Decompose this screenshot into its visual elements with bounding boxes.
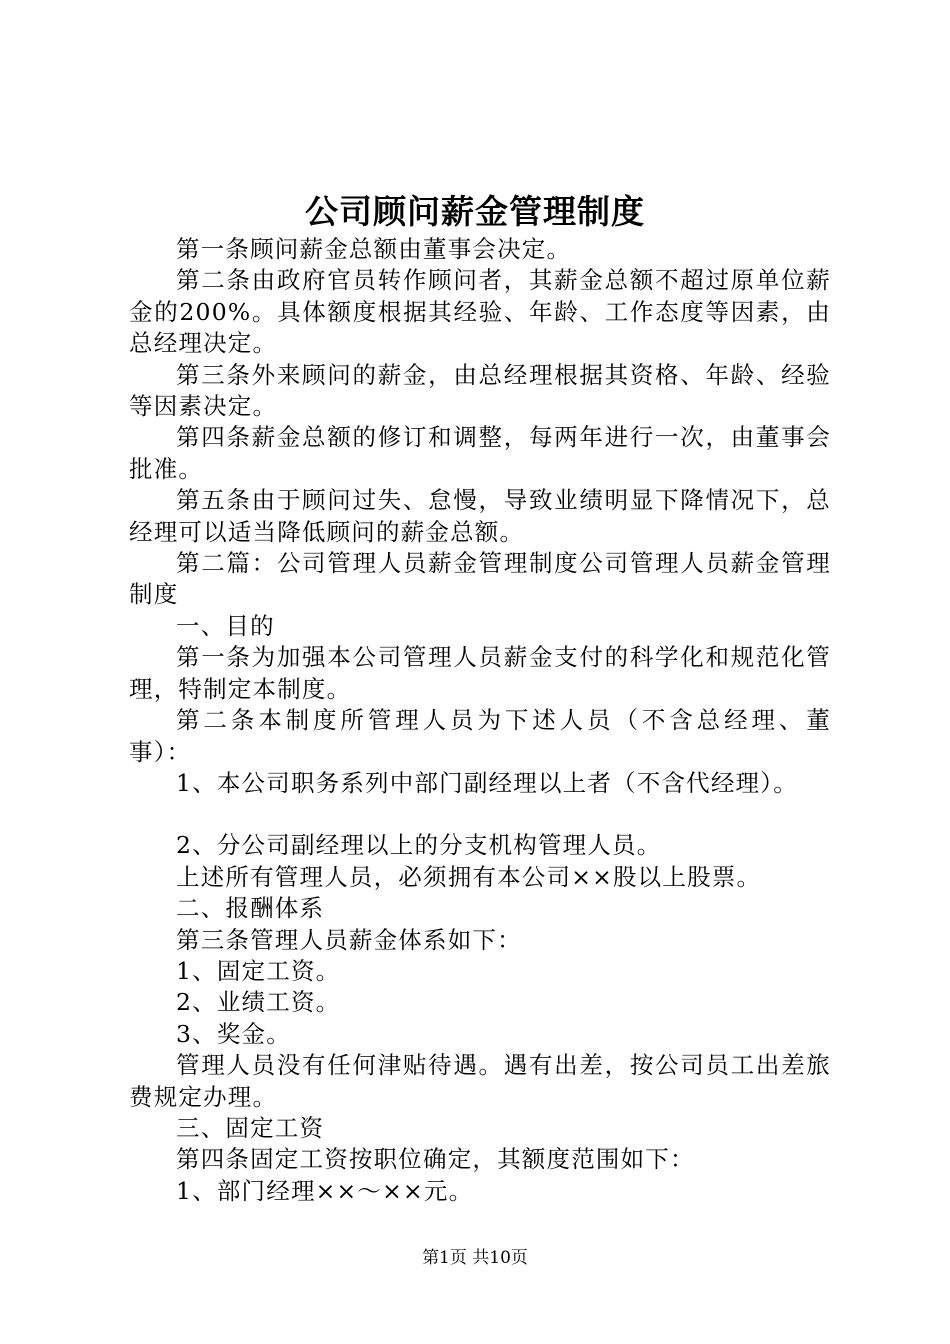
- paragraph: 第三条外来顾问的薪金，由总经理根据其资格、年龄、经验等因素决定。: [129, 360, 831, 421]
- list-item: 2、分公司副经理以上的分支机构管理人员。: [176, 831, 662, 860]
- paragraph: 第一条顾问薪金总额由董事会决定。: [176, 235, 572, 263]
- list-item: 1、本公司职务系列中部门副经理以上者（不含代经理）。: [176, 768, 798, 797]
- paragraph: 第一条为加强本公司管理人员薪金支付的科学化和规范化管理，特制定本制度。: [129, 643, 831, 703]
- list-item: 1、部门经理××～××元。: [176, 1176, 474, 1205]
- list-item: 2、业绩工资。: [176, 988, 341, 1017]
- document-body: [129, 234, 831, 1207]
- paragraph: 第五条由于顾问过失、怠慢，导致业绩明显下降情况下，总经理可以适当降低顾问的薪金总额。: [129, 486, 831, 546]
- paragraph: 第二条由政府官员转作顾问者，其薪金总额不超过原单位薪金的200%。具体额度根据其经验、年龄、工作态度等因素，由总经理决定。: [129, 266, 831, 358]
- section-heading: 二、报酬体系: [176, 894, 325, 923]
- page-footer: 第1页 共10页: [422, 1248, 528, 1268]
- list-item: 3、奖金。: [176, 1019, 291, 1048]
- paragraph: 管理人员没有任何津贴待遇。遇有出差，按公司员工出差旅费规定办理。: [129, 1051, 831, 1111]
- paragraph: 第三条管理人员薪金体系如下：: [176, 925, 522, 954]
- paragraph: 上述所有管理人员，必须拥有本公司××股以上股票。: [176, 862, 762, 891]
- paragraph: 第二篇：公司管理人员薪金管理制度公司管理人员薪金管理制度: [129, 549, 831, 609]
- section-heading: 一、目的: [176, 611, 275, 640]
- paragraph: 第四条薪金总额的修订和调整，每两年进行一次，由董事会批准。: [129, 423, 831, 483]
- section-heading: 三、固定工资: [176, 1113, 325, 1142]
- paragraph: 第二条本制度所管理人员为下述人员（不含总经理、董事）：: [129, 706, 831, 766]
- paragraph: 第四条固定工资按职位确定，其额度范围如下：: [176, 1145, 695, 1174]
- document-title: 公司顾问薪金管理制度: [305, 192, 645, 231]
- list-item: 1、固定工资。: [176, 956, 341, 985]
